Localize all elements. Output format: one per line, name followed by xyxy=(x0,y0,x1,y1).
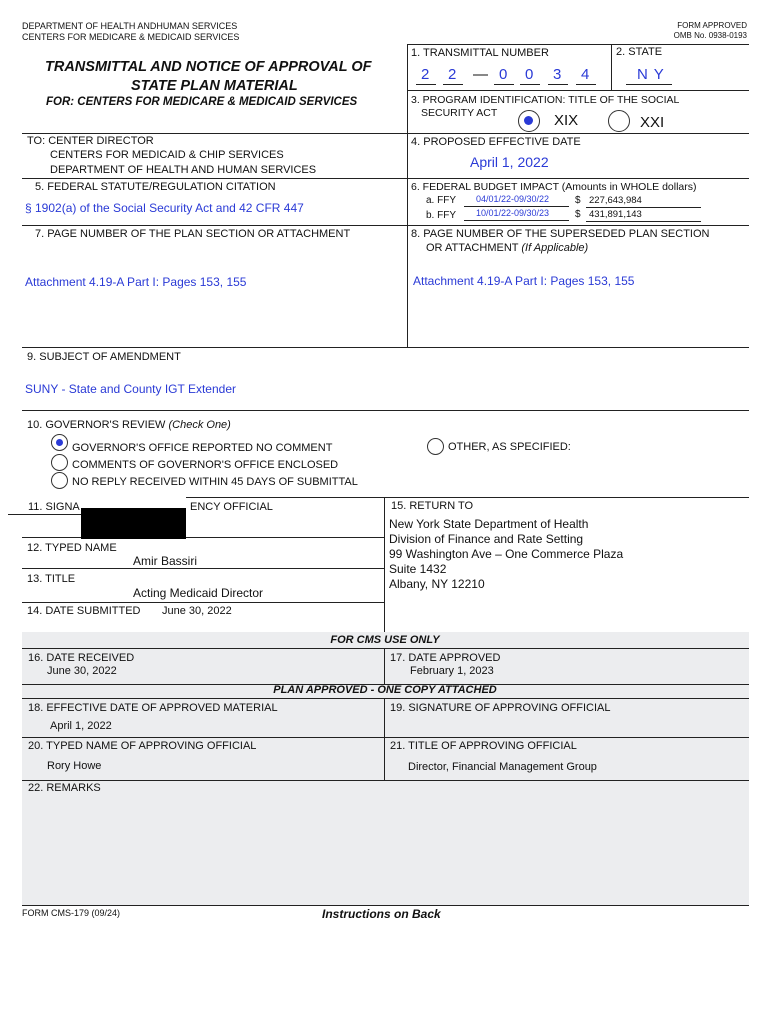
transmittal-dash: — xyxy=(473,66,488,83)
state-label: 2. STATE xyxy=(616,46,663,58)
superseded-value: Attachment 4.19-A Part I: Pages 153, 155 xyxy=(413,274,635,288)
return-to-line-4: Suite 1432 xyxy=(389,562,447,576)
form-title-line-1: TRANSMITTAL AND NOTICE OF APPROVAL OF xyxy=(45,59,372,75)
to-line-2: CENTERS FOR MEDICAID & CHIP SERVICES xyxy=(50,149,284,161)
xxi-label: XXI xyxy=(640,114,665,131)
typed-name-label: 12. TYPED NAME xyxy=(27,542,117,554)
ffy-b-amount: 431,891,143 xyxy=(589,209,642,220)
transmittal-digit-6: 4 xyxy=(581,66,590,83)
effective-material-label: 18. EFFECTIVE DATE OF APPROVED MATERIAL xyxy=(28,702,278,714)
return-to-line-2: Division of Finance and Rate Setting xyxy=(389,532,584,546)
date-approved-value: February 1, 2023 xyxy=(410,665,494,677)
form-approved: FORM APPROVED xyxy=(677,21,747,30)
transmittal-digit-2: 2 xyxy=(448,66,457,83)
plan-page-value: Attachment 4.19-A Part I: Pages 153, 155 xyxy=(25,275,247,289)
transmittal-digit-5: 3 xyxy=(553,66,562,83)
superseded-label: 8. PAGE NUMBER OF THE SUPERSEDED PLAN SECTION xyxy=(411,228,710,240)
department-line-2: CENTERS FOR MEDICARE & MEDICAID SERVICES xyxy=(22,32,240,42)
program-id-label-2: SECURITY ACT xyxy=(421,107,498,119)
superseded-label-2: OR ATTACHMENT (If Applicable) xyxy=(426,242,589,254)
xxi-radio[interactable] xyxy=(608,110,630,132)
return-to-line-5: Albany, NY 12210 xyxy=(389,577,485,591)
governor-review-label: 10. GOVERNOR'S REVIEW (Check One) xyxy=(27,419,231,431)
gov-no-reply-radio[interactable] xyxy=(51,472,68,489)
date-submitted-label: 14. DATE SUBMITTED xyxy=(27,605,141,617)
ffy-b-dollar: $ xyxy=(575,209,581,220)
to-line-1: TO: CENTER DIRECTOR xyxy=(27,135,154,147)
signature-label-b: ENCY OFFICIAL xyxy=(190,501,273,513)
subject-label: 9. SUBJECT OF AMENDMENT xyxy=(27,351,181,363)
title-value: Acting Medicaid Director xyxy=(133,586,264,600)
ffy-a-period: 04/01/22-09/30/22 xyxy=(476,194,550,204)
date-approved-label: 17. DATE APPROVED xyxy=(390,652,501,664)
redaction-block xyxy=(81,508,186,539)
program-id-label: 3. PROGRAM IDENTIFICATION: TITLE OF THE SOCIAL xyxy=(411,94,680,106)
signature-label-a: 11. SIGNA xyxy=(28,501,80,513)
gov-no-comment-label: GOVERNOR'S OFFICE REPORTED NO COMMENT xyxy=(72,442,333,454)
to-line-3: DEPARTMENT OF HEALTH AND HUMAN SERVICES xyxy=(50,164,317,176)
approving-name-label: 20. TYPED NAME OF APPROVING OFFICIAL xyxy=(28,740,257,752)
date-received-value: June 30, 2022 xyxy=(47,665,117,677)
ffy-b-prefix: b. FFY xyxy=(426,210,457,221)
gov-no-comment-radio[interactable] xyxy=(51,434,68,451)
transmittal-digit-4: 0 xyxy=(525,66,534,83)
effective-date-label: 4. PROPOSED EFFECTIVE DATE xyxy=(411,136,581,148)
plan-approved-heading: PLAN APPROVED - ONE COPY ATTACHED xyxy=(273,684,497,696)
gov-other-label: OTHER, AS SPECIFIED: xyxy=(448,441,571,453)
transmittal-digit-3: 0 xyxy=(499,66,508,83)
plan-page-label: 7. PAGE NUMBER OF THE PLAN SECTION OR ATTACHMENT xyxy=(35,228,351,240)
gov-other-radio[interactable] xyxy=(427,438,444,455)
ffy-a-prefix: a. FFY xyxy=(426,195,457,206)
typed-name-value: Amir Bassiri xyxy=(133,554,198,568)
remarks-label: 22. REMARKS xyxy=(28,782,101,794)
return-to-line-3: 99 Washington Ave – One Commerce Plaza xyxy=(389,547,624,561)
cms-use-area xyxy=(22,632,749,905)
approving-name-value: Rory Howe xyxy=(47,760,102,772)
xix-radio[interactable] xyxy=(518,110,540,132)
omb-number: OMB No. 0938-0193 xyxy=(673,31,747,40)
gov-comments-radio[interactable] xyxy=(51,454,68,471)
form-title-line-2: STATE PLAN MATERIAL xyxy=(131,78,298,94)
approving-title-value: Director, Financial Management Group xyxy=(408,761,597,773)
transmittal-number-label: 1. TRANSMITTAL NUMBER xyxy=(411,47,549,59)
ffy-a-amount: 227,643,984 xyxy=(589,195,642,206)
instructions-link[interactable]: Instructions on Back xyxy=(322,907,441,921)
gov-no-reply-label: NO REPLY RECEIVED WITHIN 45 DAYS OF SUBMITTAL xyxy=(72,476,358,488)
return-to-line-1: New York State Department of Health xyxy=(389,517,589,531)
state-value: N Y xyxy=(637,66,665,83)
approving-signature-label: 19. SIGNATURE OF APPROVING OFFICIAL xyxy=(390,702,611,714)
form-id: FORM CMS-179 (09/24) xyxy=(22,908,121,918)
title-label: 13. TITLE xyxy=(27,573,76,585)
effective-material-value: April 1, 2022 xyxy=(50,720,112,732)
ffy-b-period: 10/01/22-09/30/23 xyxy=(476,208,550,218)
form-title-line-3: FOR: CENTERS FOR MEDICARE & MEDICAID SERVICES xyxy=(46,96,358,108)
department-line-1: DEPARTMENT OF HEALTH ANDHUMAN SERVICES xyxy=(22,21,238,31)
return-to-label: 15. RETURN TO xyxy=(391,500,474,512)
subject-value: SUNY - State and County IGT Extender xyxy=(25,382,236,396)
statute-label: 5. FEDERAL STATUTE/REGULATION CITATION xyxy=(35,181,276,193)
xix-label: XIX xyxy=(554,112,579,129)
budget-impact-label: 6. FEDERAL BUDGET IMPACT (Amounts in WHOLE dollars) xyxy=(411,181,697,193)
date-received-label: 16. DATE RECEIVED xyxy=(28,652,135,664)
effective-date-value: April 1, 2022 xyxy=(470,154,549,170)
transmittal-digit-1: 2 xyxy=(421,66,430,83)
approving-title-label: 21. TITLE OF APPROVING OFFICIAL xyxy=(390,740,577,752)
statute-value: § 1902(a) of the Social Security Act and 42 CFR 447 xyxy=(25,201,304,215)
ffy-a-dollar: $ xyxy=(575,195,581,206)
cms-use-heading: FOR CMS USE ONLY xyxy=(330,634,440,646)
date-submitted-value: June 30, 2022 xyxy=(162,605,232,617)
gov-comments-label: COMMENTS OF GOVERNOR'S OFFICE ENCLOSED xyxy=(72,459,339,471)
